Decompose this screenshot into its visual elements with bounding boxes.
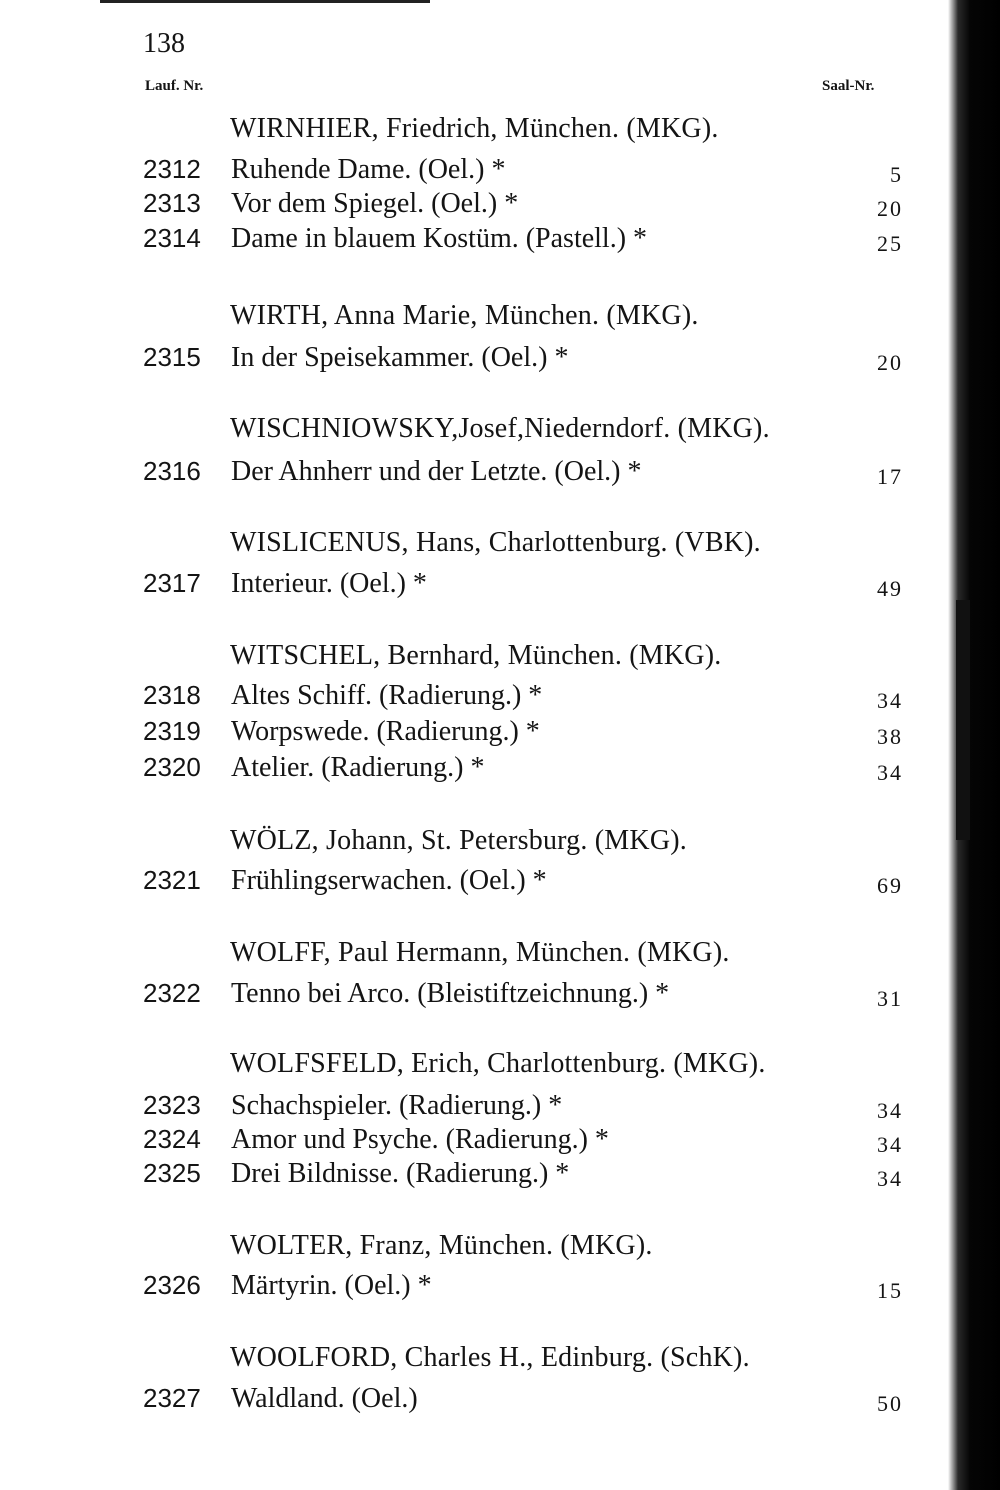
entry-room: 25 bbox=[877, 231, 903, 256]
catalog-entry bbox=[143, 1383, 903, 1419]
catalog-entry bbox=[143, 752, 903, 788]
entry-title: Vor dem Spiegel. (Oel.) * bbox=[231, 188, 519, 219]
entry-title: Frühlingserwachen. (Oel.) * bbox=[231, 865, 547, 896]
entry-number: 2322 bbox=[143, 978, 201, 1008]
artist-heading: WÖLZ, Johann, St. Petersburg. (MKG). bbox=[230, 825, 687, 856]
entry-title: Der Ahnherr und der Letzte. (Oel.) * bbox=[231, 456, 642, 487]
artist-heading: WIRNHIER, Friedrich, München. (MKG). bbox=[230, 113, 719, 144]
entry-room: 20 bbox=[877, 196, 903, 221]
entry-title: Waldland. (Oel.) bbox=[231, 1383, 418, 1414]
entry-number: 2313 bbox=[143, 188, 201, 218]
entry-title: Tenno bei Arco. (Bleistiftzeichnung.) * bbox=[231, 978, 670, 1009]
catalog-entry bbox=[143, 1124, 903, 1160]
entry-room: 5 bbox=[890, 162, 903, 187]
entry-room: 34 bbox=[877, 1098, 903, 1123]
column-header-saal-nr: Saal-Nr. bbox=[822, 78, 875, 94]
entry-title: Atelier. (Radierung.) * bbox=[231, 752, 485, 783]
entry-room: 50 bbox=[877, 1391, 903, 1416]
entry-title: In der Speisekammer. (Oel.) * bbox=[231, 342, 569, 373]
page-number: 138 bbox=[143, 28, 185, 59]
entry-title: Märtyrin. (Oel.) * bbox=[231, 1270, 432, 1301]
entry-number: 2320 bbox=[143, 752, 201, 782]
entry-title: Schachspieler. (Radierung.) * bbox=[231, 1090, 563, 1121]
entry-room: 15 bbox=[877, 1278, 903, 1303]
artist-heading: WOLFF, Paul Hermann, München. (MKG). bbox=[230, 937, 730, 968]
catalog-entry bbox=[143, 456, 903, 492]
entry-title: Altes Schiff. (Radierung.) * bbox=[231, 680, 543, 711]
entry-room: 34 bbox=[877, 688, 903, 713]
entry-number: 2314 bbox=[143, 223, 201, 253]
artist-heading: WOLFSFELD, Erich, Charlottenburg. (MKG). bbox=[230, 1048, 766, 1079]
artist-heading: WISLICENUS, Hans, Charlottenburg. (VBK). bbox=[230, 527, 761, 558]
entry-number: 2327 bbox=[143, 1383, 201, 1413]
entry-number: 2317 bbox=[143, 568, 201, 598]
entry-number: 2319 bbox=[143, 716, 201, 746]
entry-room: 34 bbox=[877, 1166, 903, 1191]
catalog-entry bbox=[143, 680, 903, 716]
catalog-entry bbox=[143, 223, 903, 259]
page-edge-notch bbox=[956, 600, 970, 840]
entry-number: 2318 bbox=[143, 680, 201, 710]
artist-heading: WISCHNIOWSKY,Josef,Niederndorf. (MKG). bbox=[230, 413, 770, 444]
catalog-entry bbox=[143, 568, 903, 604]
artist-heading: WITSCHEL, Bernhard, München. (MKG). bbox=[230, 640, 722, 671]
column-header-lauf-nr: Lauf. Nr. bbox=[145, 78, 204, 94]
entry-room: 69 bbox=[877, 873, 903, 898]
catalog-entry bbox=[143, 1158, 903, 1194]
entry-title: Interieur. (Oel.) * bbox=[231, 568, 427, 599]
entry-room: 34 bbox=[877, 760, 903, 785]
entry-number: 2326 bbox=[143, 1270, 201, 1300]
entry-room: 49 bbox=[877, 576, 903, 601]
entry-number: 2312 bbox=[143, 154, 201, 184]
entry-title: Drei Bildnisse. (Radierung.) * bbox=[231, 1158, 570, 1189]
catalog-entry bbox=[143, 154, 903, 190]
entry-number: 2323 bbox=[143, 1090, 201, 1120]
artist-heading: WOOLFORD, Charles H., Edinburg. (SchK). bbox=[230, 1342, 750, 1373]
entry-title: Dame in blauem Kostüm. (Pastell.) * bbox=[231, 223, 648, 254]
catalog-entry bbox=[143, 716, 903, 752]
catalog-entry bbox=[143, 1270, 903, 1306]
catalog-entry bbox=[143, 1090, 903, 1126]
entry-number: 2321 bbox=[143, 865, 201, 895]
entry-title: Ruhende Dame. (Oel.) * bbox=[231, 154, 506, 185]
entry-number: 2316 bbox=[143, 456, 201, 486]
entry-room: 38 bbox=[877, 724, 903, 749]
entry-number: 2315 bbox=[143, 342, 201, 372]
entry-room: 34 bbox=[877, 1132, 903, 1157]
artist-heading: WIRTH, Anna Marie, München. (MKG). bbox=[230, 300, 699, 331]
entry-room: 31 bbox=[877, 986, 903, 1011]
catalog-entry bbox=[143, 188, 903, 224]
entry-room: 20 bbox=[877, 350, 903, 375]
catalog-entry bbox=[143, 865, 903, 901]
top-rule bbox=[100, 0, 430, 3]
entry-number: 2324 bbox=[143, 1124, 201, 1154]
catalog-entry bbox=[143, 342, 903, 378]
artist-heading: WOLTER, Franz, München. (MKG). bbox=[230, 1230, 653, 1261]
entry-title: Amor und Psyche. (Radierung.) * bbox=[231, 1124, 609, 1155]
entry-number: 2325 bbox=[143, 1158, 201, 1188]
entry-room: 17 bbox=[877, 464, 903, 489]
catalog-entry bbox=[143, 978, 903, 1014]
entry-title: Worpswede. (Radierung.) * bbox=[231, 716, 540, 747]
